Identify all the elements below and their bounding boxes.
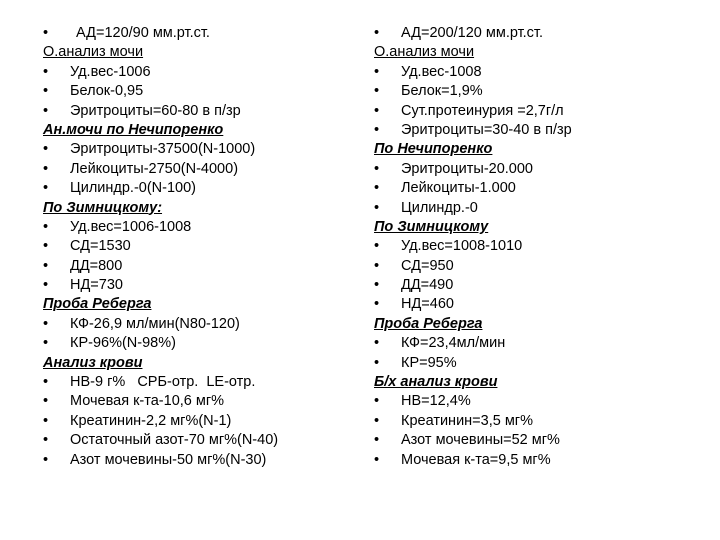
list-item: • Белок-0,95	[43, 82, 343, 101]
bullet: •	[43, 141, 49, 158]
list-item: • НД=730	[43, 276, 343, 295]
list-item: • Лейкоциты-1.000	[374, 179, 704, 198]
bullet: •	[43, 412, 49, 429]
bullet: •	[43, 160, 49, 177]
left-urine-title: О.анализ мочи	[43, 44, 144, 61]
bullet: •	[374, 238, 380, 255]
list-item: • Эритроциты=60-80 в п/зр	[43, 102, 343, 121]
bullet: •	[43, 315, 49, 332]
right-reberg-title: Проба Реберга	[374, 315, 483, 332]
bullet: •	[374, 335, 380, 352]
left-zimnitsky-title: По Зимницкому:	[43, 199, 163, 216]
list-item: • Эритроциты-37500(N-1000)	[43, 140, 343, 159]
bullet: •	[374, 180, 380, 197]
list-item: • КР=95%	[374, 354, 704, 373]
bullet: •	[374, 451, 380, 468]
bullet: •	[374, 296, 380, 313]
bullet: •	[374, 199, 380, 216]
right-blood-pressure: АД=200/120 мм.рт.ст.	[401, 25, 543, 41]
list-item: • СД=950	[374, 257, 704, 276]
bullet: •	[43, 25, 49, 41]
list-item: • Лейкоциты-2750(N-4000)	[43, 160, 343, 179]
bullet: •	[43, 83, 49, 100]
list-item: • Цилиндр.-0	[374, 199, 704, 218]
bullet: •	[374, 102, 380, 119]
list-item: • Эритроциты=30-40 в п/зр	[374, 121, 704, 140]
bullet: •	[43, 451, 49, 468]
bullet: •	[374, 412, 380, 429]
left-blood-pressure: АД=120/90 мм.рт.ст.	[76, 25, 210, 41]
list-item: • Остаточный азот-70 мг%(N-40)	[43, 431, 343, 450]
list-item: • Уд.вес=1006-1008	[43, 218, 343, 237]
bullet: •	[374, 121, 380, 138]
list-item: • Сут.протеинурия =2,7г/л	[374, 102, 704, 121]
bullet: •	[43, 218, 49, 235]
list-item: • Уд.вес=1008-1010	[374, 237, 704, 256]
list-item: • Белок=1,9%	[374, 82, 704, 101]
left-bp-line	[43, 24, 343, 43]
bullet: •	[43, 180, 49, 197]
list-item: • КФ-26,9 мл/мин(N80-120)	[43, 315, 343, 334]
list-item: • СД=1530	[43, 237, 343, 256]
right-urine-title: О.анализ мочи	[374, 44, 475, 61]
list-item: • Азот мочевины=52 мг%	[374, 431, 704, 450]
bullet: •	[43, 238, 49, 255]
right-blood-title: Б/х анализ крови	[374, 374, 498, 391]
bullet: •	[374, 83, 380, 100]
list-item: • ДД=490	[374, 276, 704, 295]
list-item: • Уд.вес-1008	[374, 63, 704, 82]
right-nechiporenko-title: По Нечипоренко	[374, 141, 493, 158]
list-item: • КР-96%(N-98%)	[43, 334, 343, 353]
list-item: • Азот мочевины-50 мг%(N-30)	[43, 451, 343, 470]
list-item: • Мочевая к-та=9,5 мг%	[374, 451, 704, 470]
left-reberg-title: Проба Реберга	[43, 296, 152, 313]
bullet: •	[374, 432, 380, 449]
bullet: •	[43, 102, 49, 119]
bullet: •	[43, 335, 49, 352]
bullet: •	[43, 432, 49, 449]
right-column	[374, 24, 704, 470]
list-item: • Эритроциты-20.000	[374, 160, 704, 179]
bullet: •	[374, 63, 380, 80]
right-zimnitsky-title: По Зимницкому	[374, 218, 489, 235]
bullet: •	[43, 393, 49, 410]
left-nechiporenko-title: Ан.мочи по Нечипоренко	[43, 121, 224, 138]
bullet: •	[43, 277, 49, 294]
list-item: • ДД=800	[43, 257, 343, 276]
list-item: • КФ=23,4мл/мин	[374, 334, 704, 353]
list-item: • Мочевая к-та-10,6 мг%	[43, 392, 343, 411]
bullet: •	[374, 354, 380, 371]
bullet: •	[374, 257, 380, 274]
list-item: • Уд.вес-1006	[43, 63, 343, 82]
left-blood-title: Анализ крови	[43, 354, 143, 371]
list-item: • Цилиндр.-0(N-100)	[43, 179, 343, 198]
right-bp-line	[374, 24, 704, 43]
list-item: • Креатинин-2,2 мг%(N-1)	[43, 412, 343, 431]
left-column	[43, 24, 343, 470]
bullet: •	[43, 374, 49, 391]
bullet: •	[374, 393, 380, 410]
list-item: • НВ-9 г% СРБ-отр. LE-отр.	[43, 373, 343, 392]
bullet: •	[43, 63, 49, 80]
list-item: • НД=460	[374, 295, 704, 314]
bullet: •	[43, 257, 49, 274]
bullet: •	[374, 25, 380, 41]
bullet: •	[374, 277, 380, 294]
list-item: • Креатинин=3,5 мг%	[374, 412, 704, 431]
list-item: • НВ=12,4%	[374, 392, 704, 411]
bullet: •	[374, 160, 380, 177]
